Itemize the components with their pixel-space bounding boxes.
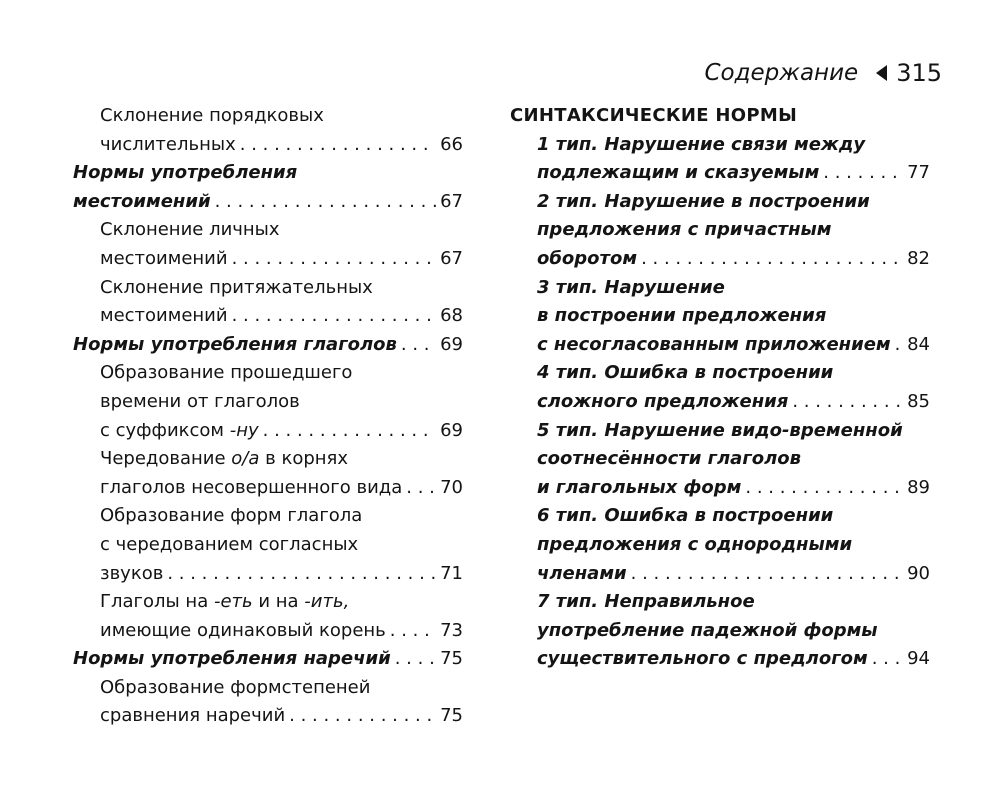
entry-text: соотнесённости глаголов	[537, 448, 802, 470]
entry-text-italic: -ить,	[304, 591, 350, 613]
toc-entry-line	[73, 645, 463, 674]
entry-text-italic: -ну	[229, 419, 259, 441]
entry-text: с чередованием согласных	[100, 533, 359, 555]
toc-entry-text	[537, 245, 637, 274]
page-ref: 67	[440, 247, 463, 269]
entry-text: Нормы употребления глаголов	[73, 333, 397, 355]
toc-entry-text	[537, 417, 903, 446]
toc-entry-line	[73, 274, 463, 303]
entry-text: Склонение личных	[100, 219, 280, 241]
toc-entry-text	[537, 531, 852, 560]
dot-leader	[167, 560, 436, 589]
entry-text-italic: о/а	[231, 448, 260, 470]
toc-entry-line	[510, 131, 930, 160]
entry-text: Нормы употребления наречий	[73, 648, 391, 670]
toc-entry-line	[73, 159, 463, 188]
toc-entry-text	[537, 560, 627, 589]
toc-entry-text	[100, 216, 280, 245]
toc-entry-line	[73, 588, 463, 617]
entry-text: подлежащим и сказуемым	[537, 162, 820, 184]
toc-entry-text	[100, 674, 370, 703]
toc-left-column	[73, 102, 463, 731]
triangle-marker-icon	[876, 65, 887, 81]
entry-text: 2 тип. Нарушение в построении	[537, 190, 870, 212]
toc-entry-text	[537, 617, 878, 646]
toc-entry-text	[100, 302, 228, 331]
toc-entry-line	[73, 302, 463, 331]
toc-entry-line	[73, 417, 463, 446]
toc-entry-line	[73, 216, 463, 245]
dot-leader	[240, 131, 436, 160]
entry-text-after: в корнях	[259, 448, 349, 470]
dot-leader	[745, 474, 903, 503]
toc-entry-line	[73, 502, 463, 531]
toc-entry-text	[100, 531, 358, 560]
dot-leader	[395, 645, 436, 674]
dot-leader	[631, 560, 903, 589]
entry-text: 6 тип. Ошибка в построении	[537, 505, 834, 527]
toc-entry-text	[100, 417, 259, 446]
toc-entry-line	[73, 702, 463, 731]
toc-entry-line	[73, 331, 463, 360]
entry-text: глаголов несовершенного вида	[100, 476, 403, 498]
page-ref: 67	[440, 190, 463, 212]
toc-entry-line	[510, 617, 930, 646]
toc-entry-text	[537, 474, 741, 503]
entry-text: предложения с причастным	[537, 219, 832, 241]
entry-text: 7 тип. Неправильное	[537, 591, 755, 613]
entry-text: Образование формстепеней	[100, 676, 371, 698]
toc-entry-line	[510, 245, 930, 274]
entry-text: Образование форм глагола	[100, 505, 363, 527]
section-title: Содержание	[704, 60, 859, 86]
entry-text: и глагольных форм	[537, 476, 742, 498]
toc-entry-text	[537, 502, 833, 531]
toc-entry-line	[73, 188, 463, 217]
toc-entry-line	[510, 445, 930, 474]
page-ref: 68	[440, 305, 463, 327]
entry-text: имеющие одинаковый корень	[100, 619, 386, 641]
toc-entry-text	[73, 159, 297, 188]
page-ref: 90	[907, 562, 930, 584]
toc-entry-line	[510, 560, 930, 589]
toc-entry-text	[100, 502, 362, 531]
toc-entry-line	[510, 331, 930, 360]
entry-text: СИНТАКСИЧЕСКИЕ НОРМЫ	[510, 105, 798, 126]
toc-entry-text	[510, 102, 797, 131]
toc-entry-line	[510, 417, 930, 446]
entry-text: сложного предложения	[537, 390, 789, 412]
page-ref: 70	[440, 476, 463, 498]
toc-entry-line	[510, 274, 930, 303]
toc-entry-text	[100, 445, 348, 474]
toc-entry-text	[73, 645, 391, 674]
toc-entry-text	[537, 645, 868, 674]
entry-text: существительного с предлогом	[537, 648, 868, 670]
page-ref: 69	[440, 333, 463, 355]
toc-entry-line	[510, 645, 930, 674]
toc-entry-line	[510, 588, 930, 617]
toc-entry-text	[537, 159, 819, 188]
toc-entry-text	[100, 131, 236, 160]
toc-entry-text	[100, 102, 324, 131]
entry-text: с суффиксом	[100, 419, 230, 441]
toc-entry-text	[537, 359, 833, 388]
toc-entry-line	[73, 474, 463, 503]
entry-text: местоимений	[100, 305, 228, 327]
dot-leader	[823, 159, 903, 188]
toc-entry-line	[73, 245, 463, 274]
entry-text: местоимений	[73, 190, 211, 212]
dot-leader	[895, 331, 903, 360]
toc-entry-line	[73, 674, 463, 703]
entry-text: звуков	[100, 562, 164, 584]
page-number: 315	[896, 59, 942, 87]
dot-leader	[792, 388, 903, 417]
toc-entry-text	[537, 274, 725, 303]
toc-entry-line	[510, 388, 930, 417]
toc-entry-text	[537, 188, 870, 217]
toc-entry-text	[73, 331, 397, 360]
page-ref: 89	[907, 476, 930, 498]
entry-text: 5 тип. Нарушение видо-временной	[537, 419, 903, 441]
toc-entry-text	[100, 588, 349, 617]
toc-entry-text	[100, 245, 228, 274]
entry-text: местоимений	[100, 247, 228, 269]
dot-leader	[390, 617, 436, 646]
entry-text: оборотом	[537, 247, 638, 269]
dot-leader	[232, 302, 437, 331]
toc-entry-line	[510, 159, 930, 188]
page-ref: 94	[907, 648, 930, 670]
entry-text: сравнения наречий	[100, 705, 286, 727]
toc-entry-text	[100, 274, 373, 303]
entry-text: предложения с однородными	[537, 533, 853, 555]
toc-entry-line	[510, 502, 930, 531]
toc-entry-text	[100, 617, 386, 646]
dot-leader	[215, 188, 437, 217]
page-header	[704, 58, 942, 88]
dot-leader	[401, 331, 436, 360]
toc-entry-line	[73, 560, 463, 589]
page-ref: 85	[907, 390, 930, 412]
toc-entry-text	[537, 302, 826, 331]
toc-entry-line	[73, 388, 463, 417]
toc-entry-line	[510, 474, 930, 503]
toc-entry-text	[537, 588, 755, 617]
page-ref: 66	[440, 133, 463, 155]
entry-text: Склонение притяжательных	[100, 276, 373, 298]
entry-text: членами	[537, 562, 627, 584]
toc-entry-line	[73, 359, 463, 388]
page-ref: 69	[440, 419, 463, 441]
entry-text-italic: -еть	[213, 591, 253, 613]
entry-text: 3 тип. Нарушение	[537, 276, 725, 298]
dot-leader	[289, 702, 436, 731]
toc-entry-line	[510, 302, 930, 331]
dot-leader	[406, 474, 436, 503]
toc-entry-line	[510, 359, 930, 388]
toc-entry-text	[100, 388, 300, 417]
toc-entry-line	[510, 102, 930, 131]
toc-entry-text	[100, 560, 163, 589]
entry-text: числительных	[100, 133, 236, 155]
toc-entry-line	[73, 617, 463, 646]
toc-entry-line	[510, 216, 930, 245]
toc-entry-text	[537, 388, 788, 417]
dot-leader	[872, 645, 903, 674]
dot-leader	[263, 417, 436, 446]
entry-text: 4 тип. Ошибка в построении	[537, 362, 834, 384]
toc-entry-line	[73, 102, 463, 131]
toc-entry-text	[100, 474, 402, 503]
toc-right-column	[510, 102, 930, 674]
entry-text: Чередование	[100, 448, 232, 470]
toc-entry-text	[100, 359, 352, 388]
toc-entry-line	[73, 445, 463, 474]
page-ref: 73	[440, 619, 463, 641]
entry-text: Нормы употребления	[73, 162, 298, 184]
page-ref: 77	[907, 162, 930, 184]
entry-text: Склонение порядковых	[100, 105, 324, 126]
dot-leader	[232, 245, 437, 274]
entry-text: в построении предложения	[537, 305, 827, 327]
entry-text: Образование прошедшего	[100, 362, 353, 384]
toc-entry-text	[537, 445, 801, 474]
toc-entry-line	[73, 131, 463, 160]
toc-entry-text	[537, 131, 865, 160]
page-ref: 75	[440, 648, 463, 670]
toc-entry-line	[73, 531, 463, 560]
entry-text-after: и на	[252, 591, 305, 613]
entry-text: времени от глаголов	[100, 390, 300, 412]
toc-entry-text	[73, 188, 211, 217]
toc-entry-text	[537, 216, 832, 245]
toc-entry-line	[510, 188, 930, 217]
dot-leader	[641, 245, 903, 274]
entry-text: Глаголы на	[100, 591, 214, 613]
page-ref: 82	[907, 247, 930, 269]
entry-text: употребление падежной формы	[537, 619, 878, 641]
toc-entry-text	[537, 331, 891, 360]
page-ref: 84	[907, 333, 930, 355]
toc-entry-line	[510, 531, 930, 560]
entry-text: 1 тип. Нарушение связи между	[537, 133, 866, 155]
toc-entry-text	[100, 702, 285, 731]
page-ref: 71	[440, 562, 463, 584]
entry-text: с несогласованным приложением	[537, 333, 891, 355]
page-ref: 75	[440, 705, 463, 727]
